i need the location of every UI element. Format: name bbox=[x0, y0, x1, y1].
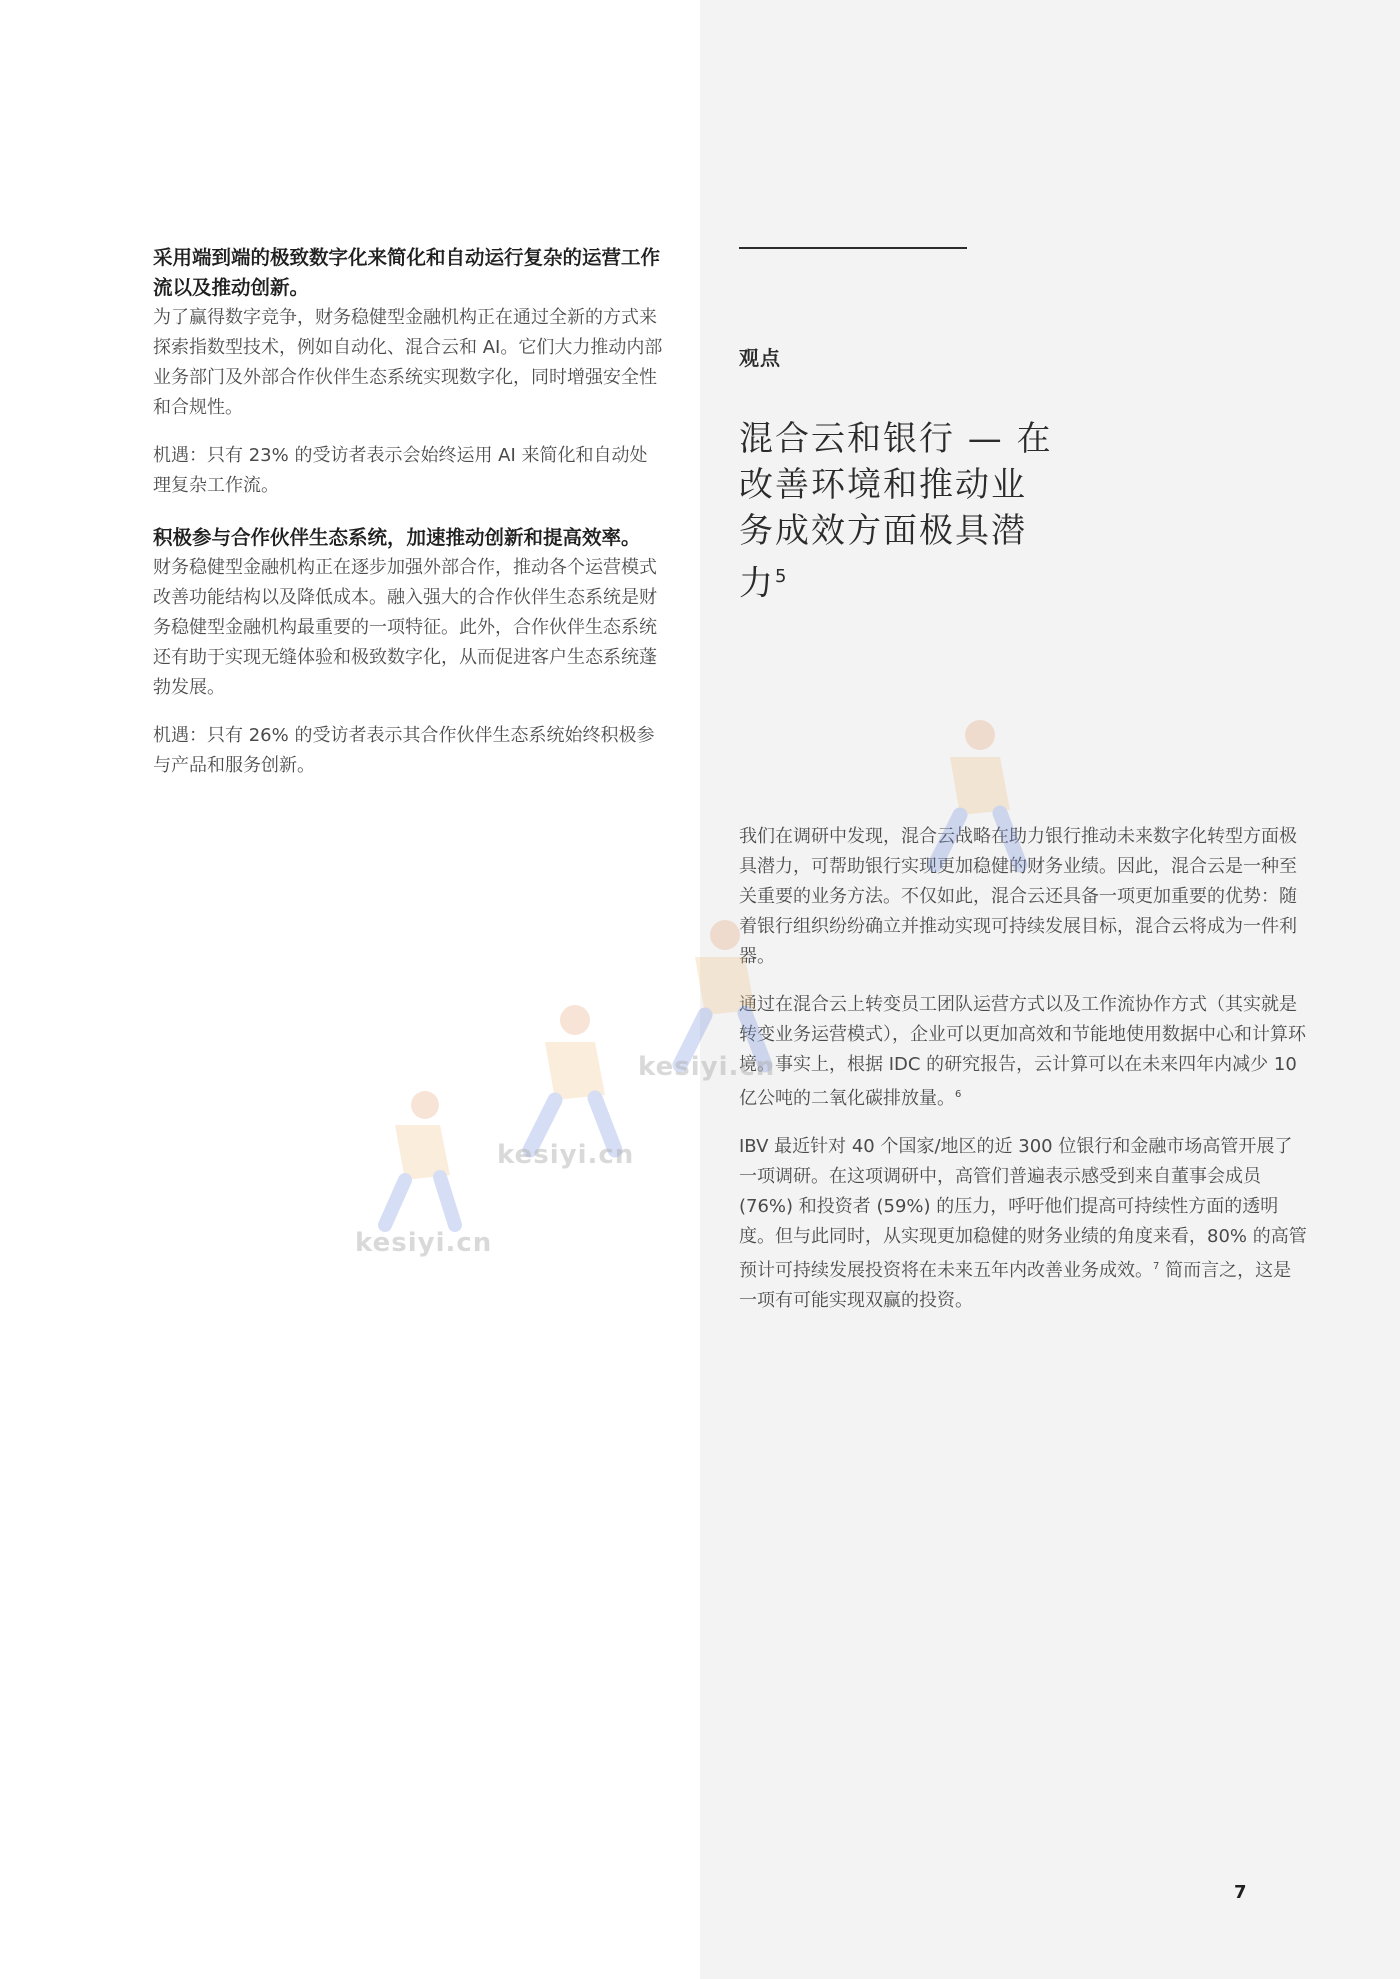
perspective-para-2-text: 通过在混合云上转变员工团队运营方式以及工作流协作方式（其实就是转变业务运营模式），企业可以更加高效和节能地使用数据中心和计算环境。事实上，根据 IDC 的研究报告，云计算可以在未来四年内减少 10 亿公吨的二氧化碳排放量。 bbox=[739, 994, 1306, 1109]
para2-footnote: 6 bbox=[955, 1089, 962, 1100]
section1-body: 为了赢得数字竞争，财务稳健型金融机构正在通过全新的方式来探索指数型技术，例如自动化、混合云和 AI。它们大力推动内部业务部门及外部合作伙伴生态系统实现数字化，同时增强安全性和合规性。 bbox=[153, 307, 663, 418]
para3-footnote: 7 bbox=[1153, 1261, 1160, 1272]
title-rule bbox=[739, 247, 967, 249]
perspective-para-3-text-end: 简而言之，这是一项有可能实现双赢的投资。 bbox=[739, 1260, 1292, 1311]
right-content bbox=[739, 822, 1309, 1316]
section1-heading: 采用端到端的极致数字化来简化和自动运行复杂的运营工作流以及推动创新。 bbox=[153, 246, 661, 299]
perspective-para-3-text: IBV 最近针对 40 个国家/地区的近 300 位银行和金融市场高管开展了一项调研。在这项调研中，高管们普遍表示感受到来自董事会成员 (76%) 和投资者 (59%) 的压力，呼吁他们提高可持续性方面的透明度。但与此同时，从实现更加稳健的财务业绩的角度来看，80% 的高管预计可持续发展投资将在未来五年内改善业务成效。 bbox=[739, 1136, 1307, 1281]
watermark-text: kesiyi.cn bbox=[355, 1228, 493, 1258]
perspective-title-text: 混合云和银行 — 在改善环境和推动业务成效方面极具潜力 bbox=[739, 419, 1053, 604]
perspective-title bbox=[739, 416, 1059, 606]
section1-opportunity: 机遇：只有 23% 的受访者表示会始终运用 AI 来简化和自动处理复杂工作流。 bbox=[153, 445, 648, 496]
watermark-text: kesiyi.cn bbox=[638, 1052, 776, 1082]
perspective-para-3 bbox=[739, 1132, 1309, 1316]
section-label: 观点 bbox=[739, 346, 781, 370]
perspective-para-2 bbox=[739, 990, 1309, 1114]
page-number: 7 bbox=[1234, 1882, 1247, 1903]
left-content bbox=[153, 243, 663, 781]
watermark-text: kesiyi.cn bbox=[497, 1140, 635, 1170]
section2-heading: 积极参与合作伙伴生态系统，加速推动创新和提高效率。 bbox=[153, 526, 641, 549]
title-footnote: 5 bbox=[775, 566, 789, 587]
section2-body: 财务稳健型金融机构正在逐步加强外部合作，推动各个运营模式改善功能结构以及降低成本。融入强大的合作伙伴生态系统是财务稳健型金融机构最重要的一项特征。此外，合作伙伴生态系统还有助于实现无缝体验和极致数字化，从而促进客户生态系统蓬勃发展。 bbox=[153, 557, 657, 698]
perspective-para-1: 我们在调研中发现，混合云战略在助力银行推动未来数字化转型方面极具潜力，可帮助银行实现更加稳健的财务业绩。因此，混合云是一种至关重要的业务方法。不仅如此，混合云还具备一项更加重要的优势：随着银行组织纷纷确立并推动实现可持续发展目标，混合云将成为一件利器。 bbox=[739, 826, 1297, 967]
section2-opportunity: 机遇：只有 26% 的受访者表示其合作伙伴生态系统始终积极参与产品和服务创新。 bbox=[153, 725, 655, 776]
